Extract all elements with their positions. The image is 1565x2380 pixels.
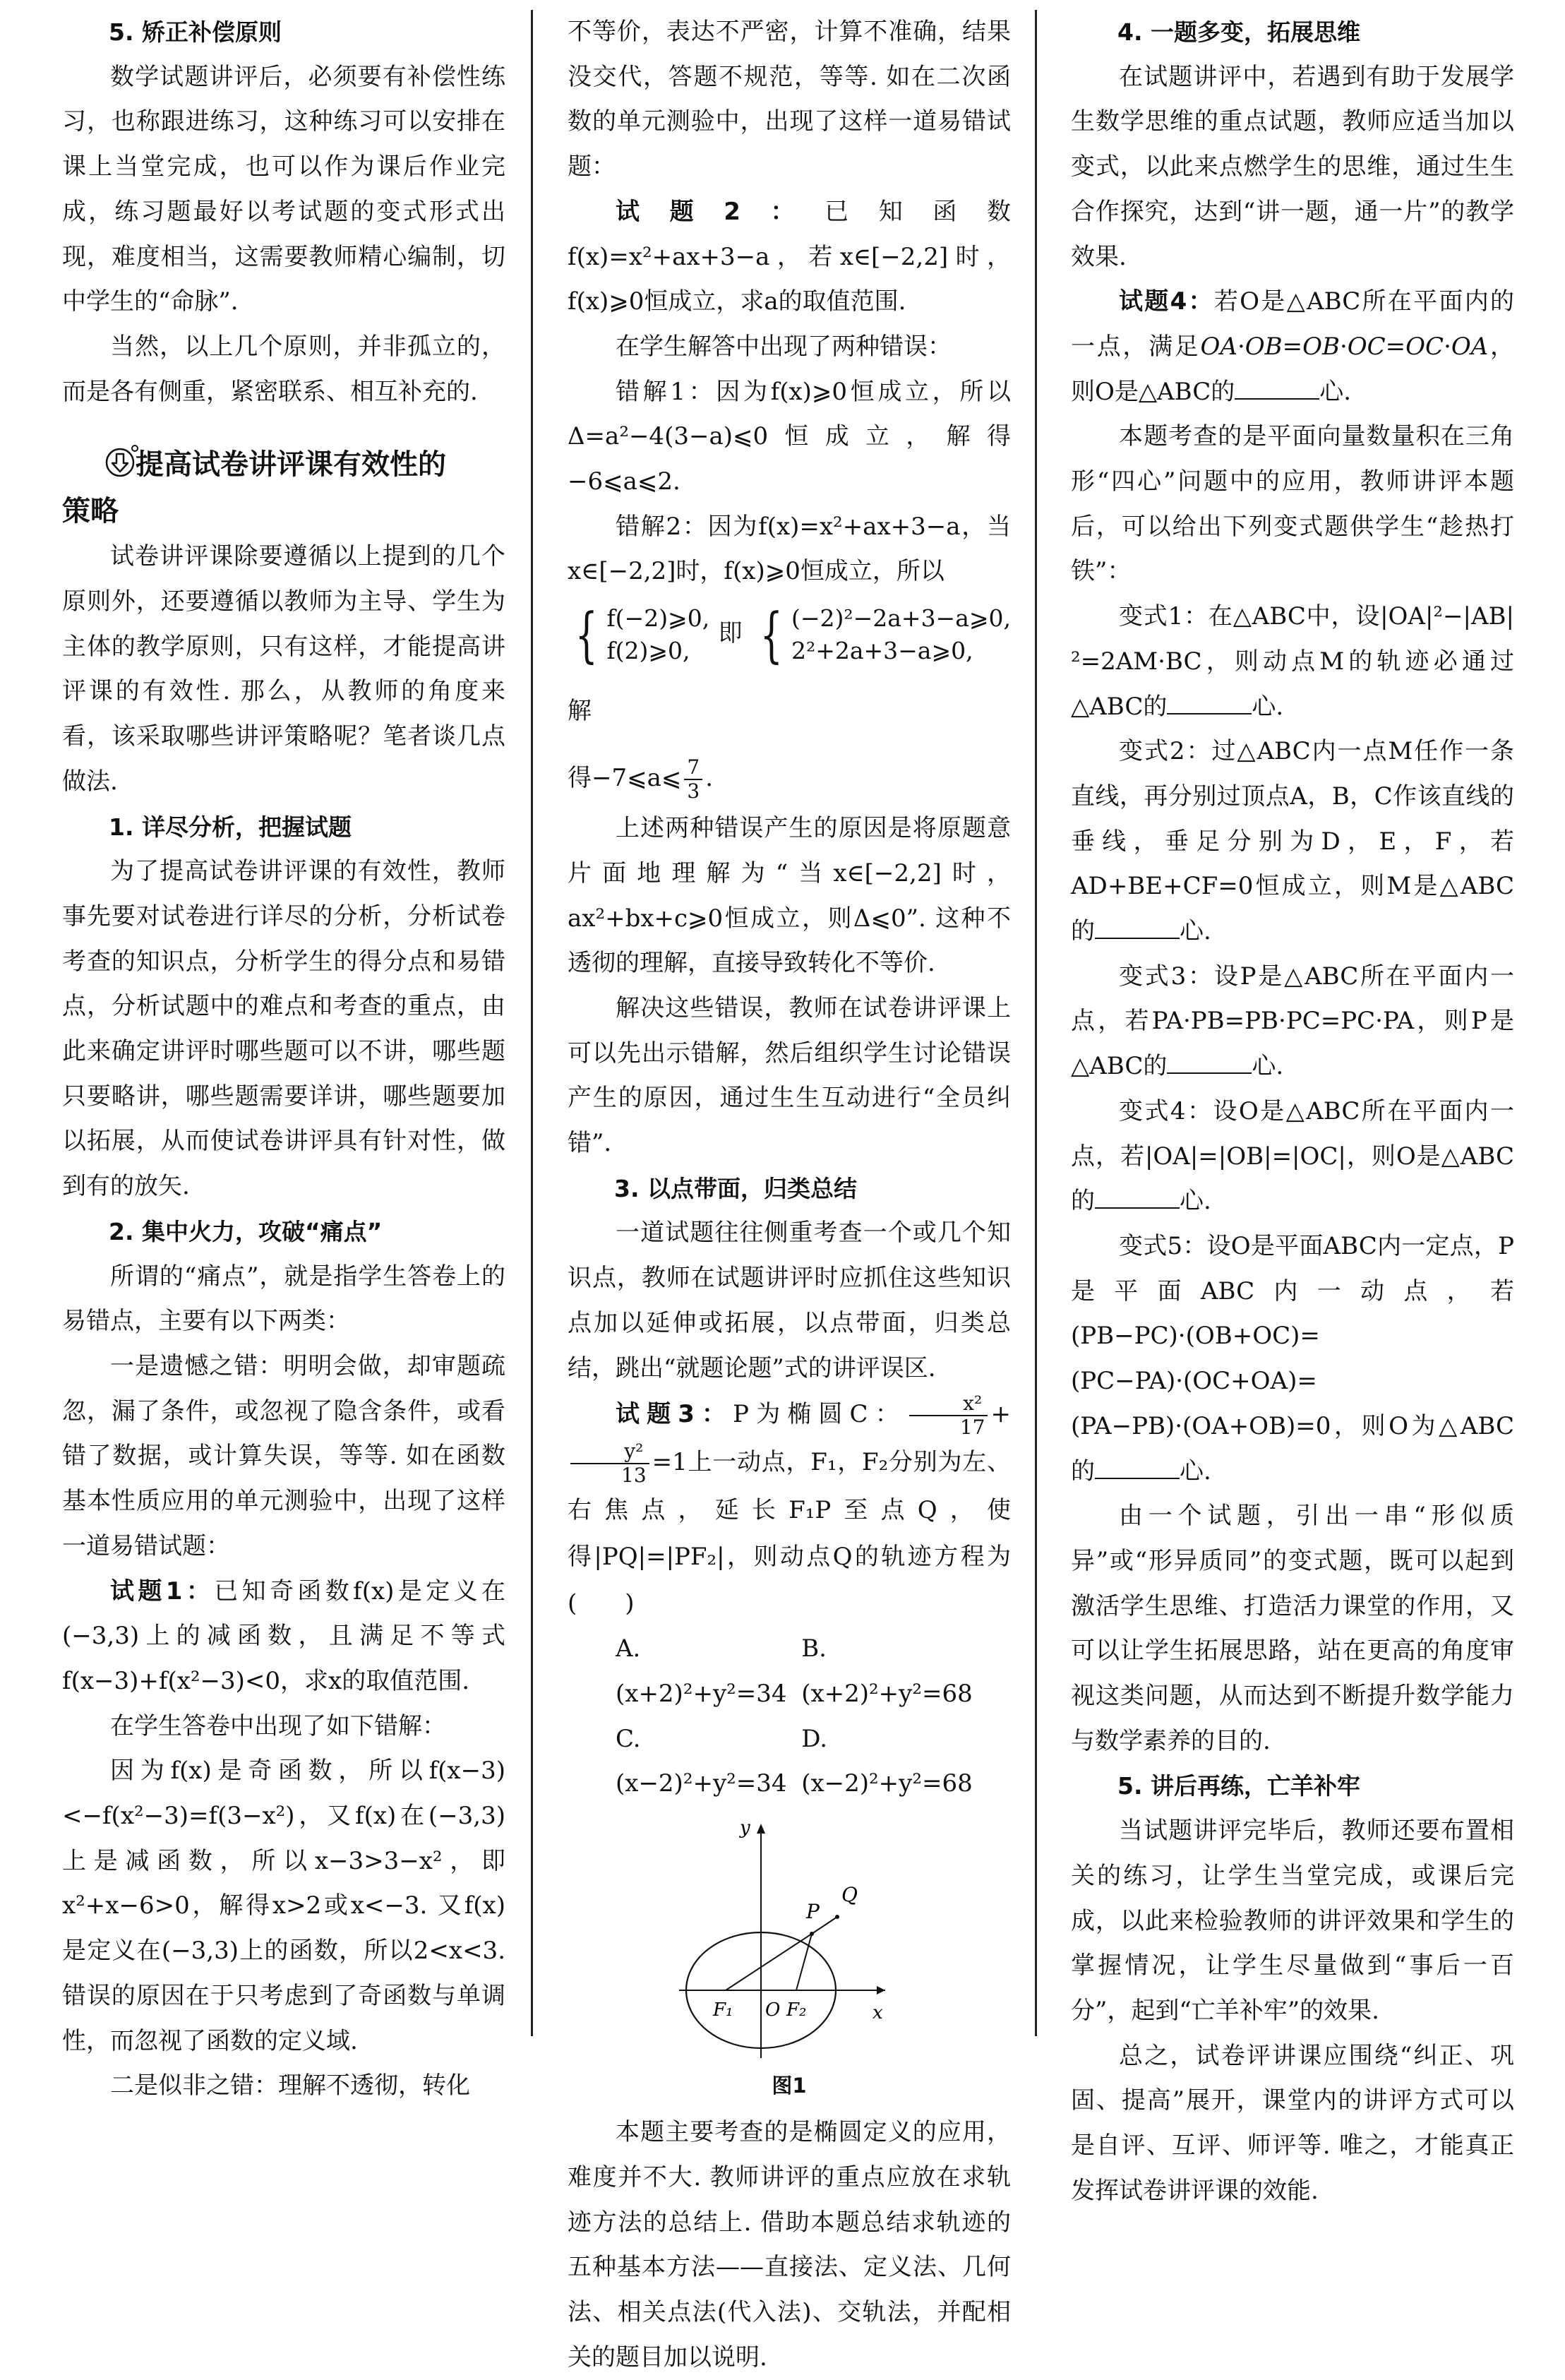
variant-text: 变式5：设O是平面ABC内一定点，P是平面ABC内一动点，若(PB−PC)·(OB+OC)=(PC−PA)·(OC+OA)=(PA−PB)·(OA+OB)=0，则O为△ABC的 [1071,1231,1514,1485]
fraction [684,756,702,803]
point-label-f2: F₂ [786,1999,807,2021]
vector-equation: OA·OB=OB·OC=OC·OA [1200,332,1489,361]
variant-end: 心. [1180,1187,1211,1216]
column-2 [568,10,1011,2380]
system-line: 2²+2a+3−a⩾0, [791,637,973,665]
system-line: f(−2)⩾0, [606,604,710,633]
connector-word: 即 [718,619,744,648]
point-label-q: Q [841,1883,858,1907]
paragraph: 本题主要考查的是椭圆定义的应用，难度并不大. 教师讲评的重点应放在求轨迹方法的总结上. 借助本题总结求轨迹的五种基本方法——直接法、定义法、几何法、相关点法(代入法)、交轨法，并配相关的题目加以说明. [568,2118,1011,2372]
option-d: D. (x−2)²+y²=68 [801,1724,973,1798]
paragraph: 当试题讲评完毕后，教师还要布置相关的练习，让学生当堂完成，或课后完成，以此来检验教师的讲评效果和学生的掌握情况，让学生尽量做到“事后一百分”，起到“亡羊补牢”的效果. [1071,1817,1514,2025]
paragraph: 本题考查的是平面向量数量积在三角形“四心”问题中的应用，教师讲评本题后，可以给出下列变式题供学生“趁热打铁”： [1071,422,1514,586]
variant-end: 心. [1252,1052,1284,1081]
paragraph: 所谓的“痛点”，就是指学生答卷上的易错点，主要有以下两类： [62,1262,505,1336]
variant-1 [1071,594,1514,729]
question-1 [62,1569,505,1704]
option-b: B. (x+2)²+y²=68 [801,1634,973,1708]
variant-text: 变式2：过△ABC内一点M任作一条直线，再分别过顶点A，B，C作该直线的垂线，垂足分别为D，E，F，若AD+BE+CF=0恒成立，则M是△ABC的 [1071,737,1514,946]
numerator: y² [570,1440,649,1464]
answer-blank [1235,377,1319,400]
axis-label-y: y [740,1817,750,1839]
option-c: C. (x−2)²+y²=34 [616,1724,787,1798]
question-text: 已知奇函数f(x)是定义在(−3,3)上的减函数，且满足不等式f(x−3)+f(x²−3)<0，求x的取值范围. [62,1577,505,1695]
variant-end: 心. [1252,692,1284,721]
question-text: 心. [1319,377,1352,406]
variant-text: 变式4：设O是△ABC所在平面内一点，若|OA|=|OB|=|OC|，则O是△ABC的 [1071,1096,1514,1216]
section-title [62,441,505,534]
system-line: (−2)²−2a+3−a⩾0, [791,604,1012,633]
paragraph: 解决这些错误，教师在试卷讲评课上可以先出示错解，然后组织学生讨论错误产生的原因，通过生生互动进行“全员纠错”. [568,993,1011,1158]
paragraph: 数学试题讲评后，必须要有补偿性练习，也称跟进练习，这种练习可以安排在课上当堂完成，也可以作为课后作业完成，练习题最好以考试题的变式形式出现，难度相当，这需要教师精心编制，切中学生的“命脉”. [62,62,505,316]
equation-system [568,594,1011,750]
paragraph: 当然，以上几个原则，并非孤立的，而是各有侧重，紧密联系、相互补充的. [62,332,505,406]
variant-4 [1071,1089,1514,1224]
answer-blank [1167,692,1252,714]
variant-5 [1071,1224,1514,1494]
variant-text: 变式3：设P是△ABC所在平面内一点，若PA·PB=PB·PC=PC·PA，则P是△ABC的 [1071,962,1514,1081]
paragraph: 由一个试题，引出一串“形似质异”或“形异质同”的变式题，既可以起到激活学生思维、打造活力课堂的作用，又可以让学生拓展思路，站在更高的角度审视这类问题，从而达到不断提升数学能力与数学素养的目的. [1071,1502,1514,1755]
question-text: P为椭圆C： [733,1400,906,1429]
paragraph: 试卷讲评课除要遵循以上提到的几个原则外，还要遵循以教师为主导、学生为主体的教学原则，只有这样，才能提高讲评课的有效性. 那么，从教师的角度来看，该采取哪些讲评策略呢？笔者谈几点做法. [62,542,505,796]
heading-2: 2. 集中火力，攻破“痛点” [109,1217,383,1245]
question-label: 试题2： [616,197,825,226]
figure-caption: 图1 [772,2074,807,2098]
paragraph: 在试题讲评中，若遇到有助于发展学生数学思维的重点试题，教师应适当加以变式，以此来点燃学生的思维，通过生生合作探究，达到“讲一题，通一片”的教学效果. [1071,62,1514,271]
column-rule-right [1035,10,1037,2036]
variant-2 [1071,729,1514,955]
variant-3 [1071,955,1514,1089]
question-label: 试题3： [616,1400,733,1429]
question-text: 已知函数f(x)=x²+ax+3−a，若x∈[−2,2]时，f(x)⩾0恒成立，求a的取值范围. [568,197,1011,316]
question-label: 试题4： [1119,287,1214,316]
answer-blank [1095,1186,1180,1209]
paragraph: 一是遗憾之错：明明会做，却审题疏忽，漏了条件，或忽视了隐含条件，或看错了数据，或计算失误，等等. 如在函数基本性质应用的单元测验中，出现了这样一道易错试题： [62,1351,505,1560]
plus-sign: + [990,1400,1011,1429]
paragraph: 在学生答卷中出现了如下错解： [110,1711,446,1740]
question-3 [568,1391,1011,1627]
answer-options [568,1627,1011,1807]
answer-blank [1095,1457,1180,1479]
fraction-y [570,1440,649,1487]
question-text: ，则O是△ABC的 [1071,332,1515,406]
paragraph: 因为f(x)是奇函数，所以f(x−3)<−f(x²−3)=f(3−x²)，又f(x)在(−3,3)上是减函数，所以x−3>3−x²，即x²+x−6>0，解得x>2或x<−3. 又f(x)是定义在(−3,3)上的函数，所以2<x<3. 错误的原因在于只考虑到了奇函数与单调性，而忽视了函数的定义域. [62,1757,505,2055]
system-2: { (−2)²−2a+3−a⩾0, 2²+2a+3−a⩾0, [760,600,1012,670]
variant-end: 心. [1180,1457,1211,1485]
variant-end: 心. [1180,917,1211,946]
question-2 [568,190,1011,325]
system-1: { f(−2)⩾0, f(2)⩾0, [575,600,710,670]
paragraph: 在学生解答中出现了两种错误： [616,332,952,361]
numerator: x² [909,1392,988,1416]
paragraph: 总之，试卷评讲课应围绕“纠正、巩固、提高”展开，课堂内的讲评方式可以是自评、互评、师评等. 唯之，才能真正发挥试卷讲评课的效能. [1071,2041,1514,2205]
figure-1 [568,1814,1011,2065]
paragraph: 错解2：因为f(x)=x²+ax+3−a，当x∈[−2,2]时，f(x)⩾0恒成立，所以 [568,512,1011,586]
axis-label-x: x [873,2002,883,2024]
denominator: 3 [687,779,700,803]
heading-4: 4. 一题多变，拓展思维 [1117,18,1360,46]
connector-word: 解 [568,697,592,726]
heading-5: 5. 矫正补偿原则 [109,18,282,46]
paragraph: 上述两种错误产生的原因是将原题意片面地理解为“当x∈[−2,2]时，ax²+bx+c⩾0恒成立，则Δ⩽0”. 这种不透彻的理解，直接导致转化不等价. [568,814,1011,978]
question-text: =1上一动点，F₁，F₂分别为左、右焦点，延长F₁P至点Q，使得|PQ|=|PF₂|，则动点Q的轨迹方程为( ) [568,1448,1011,1618]
paragraph: 一道试题往往侧重考查一个或几个知识点，教师在试题讲评时应抓住这些知识点加以延伸或拓展，以点带面，归类总结，跳出“就题论题”式的讲评误区. [568,1219,1011,1382]
heading-3: 3. 以点带面，归类总结 [614,1174,857,1202]
column-1 [62,10,505,2109]
variant-text: 变式1：在△ABC中，设|OA|²−|AB|²=2AM·BC，则动点M的轨迹必通过△ABC的 [1071,602,1514,721]
denominator: 13 [621,1464,647,1488]
heading-1: 1. 详尽分析，把握试题 [109,813,352,841]
section-title-line-2: 策略 [62,495,119,528]
point-label-o: O [765,1999,781,2021]
fraction-x [909,1392,988,1439]
denominator: 17 [959,1416,985,1440]
paragraph: 不等价，表达不严密，计算不准确，结果没交代，答题不规范，等等. 如在二次函数的单元测验中，出现了这样一道易错试题： [568,18,1011,181]
ellipse-diagram [673,1814,899,2065]
column-3 [1071,10,1514,2213]
question-label: 试题1： [110,1577,215,1605]
question-text: 若O是△ABC所在平面内的一点，满足 [1071,287,1514,361]
option-a: A. (x+2)²+y²=34 [616,1634,787,1708]
result-line [568,750,1011,806]
system-line: f(2)⩾0, [606,637,690,665]
heading-5b: 5. 讲后再练，亡羊补牢 [1117,1772,1360,1800]
column-rule-left [531,10,533,2036]
result-text: 得−7⩽a⩽ [568,764,682,793]
paragraph: 二是似非之错：理解不透彻，转化 [110,2071,470,2100]
section-title-line-1: 提高试卷讲评课有效性的 [136,448,446,482]
numerator: 7 [684,756,702,780]
point-label-f1: F₁ [713,1999,733,2021]
paragraph: 错解1：因为f(x)⩾0恒成立，所以Δ=a²−4(3−a)⩽0恒成立，解得−6⩽a⩽2. [568,377,1011,496]
paragraph: 为了提高试卷讲评课的有效性，教师事先要对试卷进行详尽的分析，分析试卷考查的知识点，分析学生的得分点和易错点，分析试题中的难点和考查的重点，由此来确定讲评时哪些题可以不讲，哪些题只要略讲，哪些题需要详讲，哪些题要加以拓展，从而使试卷讲评具有针对性，做到有的放矢. [62,857,505,1201]
answer-blank [1095,916,1180,939]
answer-blank [1167,1051,1252,1074]
result-end: . [705,764,714,793]
point-label-p: P [806,1900,820,1924]
question-4 [1071,280,1514,414]
